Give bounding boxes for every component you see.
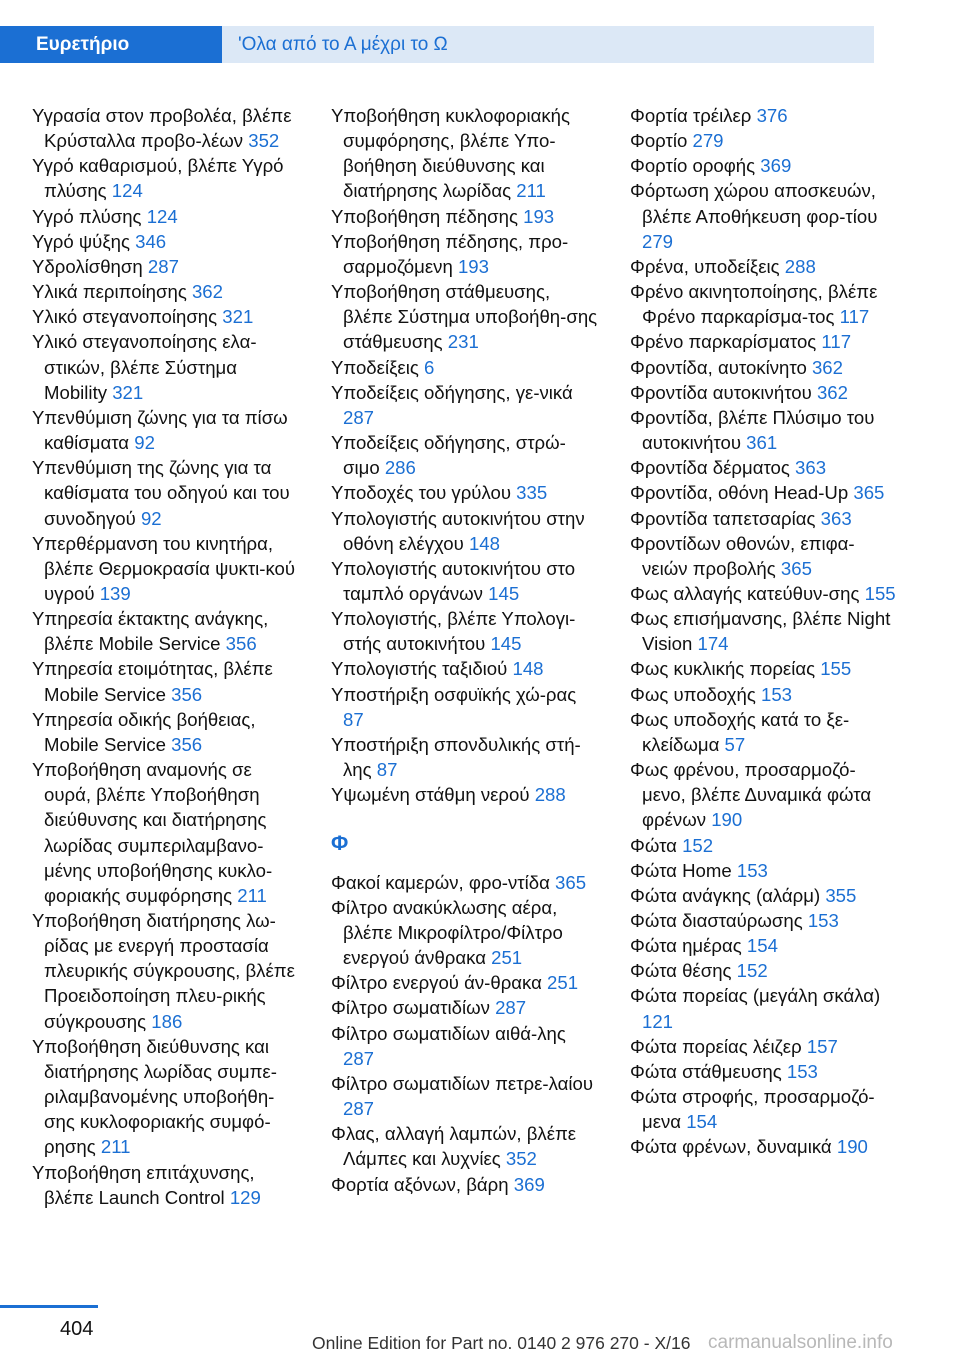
index-entry-text: Φώτα Home: [630, 859, 737, 881]
index-entry: [331, 782, 599, 807]
page-link[interactable]: 321: [222, 306, 254, 328]
page-link[interactable]: 352: [248, 130, 280, 152]
page-link[interactable]: 148: [468, 532, 500, 554]
page-link[interactable]: 211: [516, 180, 546, 202]
page-link[interactable]: 186: [151, 1010, 183, 1032]
page-link[interactable]: 124: [146, 205, 178, 227]
index-entry: [331, 656, 599, 681]
index-column-3: [630, 103, 898, 1160]
index-entry-text: Υπολογιστής αυτοκινήτου στην οθόνη ελέγχου: [331, 507, 585, 554]
index-entry-text: Φώτα στροφής, προσαρμοζό‐μενα: [630, 1086, 875, 1133]
index-entry-text: Φίλτρο ανακύκλωσης αέρα, βλέπε Μικροφίλτρο/Φίλτρο ενεργού άνθρακα: [331, 896, 563, 969]
index-entry-text: Φως επισήμανσης, βλέπε Night Vision: [630, 608, 891, 655]
index-entry-text: Υπολογιστής, βλέπε Υπολογι‐στής αυτοκινήτου: [331, 608, 576, 655]
page-link[interactable]: 346: [135, 230, 167, 252]
index-entry-text: Φροντίδα δέρματος: [630, 457, 796, 479]
index-entry-text: Φως κυκλικής πορείας: [630, 658, 821, 680]
page-link[interactable]: 87: [376, 759, 398, 781]
index-entry: [331, 556, 599, 606]
page-link[interactable]: 153: [736, 859, 768, 881]
index-entry: [630, 254, 898, 279]
page-link[interactable]: 155: [820, 658, 852, 680]
index-entry: [32, 531, 300, 606]
index-entry: [630, 329, 898, 354]
page-link[interactable]: 362: [811, 356, 843, 378]
page-link[interactable]: 362: [191, 281, 223, 303]
page-link[interactable]: 361: [746, 432, 778, 454]
index-entry: [331, 103, 599, 204]
index-entry-text: Φροντίδα ταπετσαρίας: [630, 507, 821, 529]
index-entry-text: Υδρολίσθηση: [32, 255, 148, 277]
index-entry-text: Φίλτρο ενεργού άν‐θρακα: [331, 972, 548, 994]
page-link[interactable]: 190: [836, 1136, 868, 1158]
index-entry-text: Υλικό στεγανοποίησης ελα‐στικών, βλέπε Σύστημα Mobility: [32, 331, 257, 403]
index-entry: [32, 405, 300, 455]
index-entry: [32, 757, 300, 908]
index-entry-text: Υπηρεσία έκτακτης ανάγκης, βλέπε Mobile Service: [32, 608, 269, 655]
page-link[interactable]: 355: [825, 884, 857, 906]
index-entry: [32, 606, 300, 656]
index-entry-text: Υποβοήθηση πέδησης: [331, 205, 524, 227]
index-entry: [630, 153, 898, 178]
index-entry: [32, 329, 300, 404]
index-entry: [630, 606, 898, 656]
page-link[interactable]: 288: [784, 255, 816, 277]
index-entry: [331, 279, 599, 354]
page-link[interactable]: 356: [171, 733, 203, 755]
index-entry-text: Υποβοήθηση πέδησης, προ‐σαρμοζόμενη: [331, 230, 569, 277]
page-link[interactable]: 155: [864, 582, 896, 604]
index-entry: [32, 229, 300, 254]
index-entry-text: Υλικό στεγανοποίησης: [32, 306, 223, 328]
page-link[interactable]: 251: [547, 972, 579, 994]
index-entry-text: Υποβοήθηση κυκλοφοριακής συμφόρησης, βλέπε Υπο‐βοήθηση διεύθυνσης και διατήρησης λωρίδας: [331, 105, 570, 202]
page-link[interactable]: 279: [692, 130, 724, 152]
index-entry-text: Υποδείξεις: [331, 356, 424, 378]
index-entry-text: Υποβοήθηση διατήρησης λω‐ρίδας με ενεργή προστασία πλευρικής σύγκρουσης, βλέπε Προειδοποίηση πλευ‐ρικής σύγκρουσης: [32, 910, 295, 1032]
page-link[interactable]: 279: [642, 230, 674, 252]
index-entry-text: Φως υποδοχής: [630, 683, 761, 705]
index-entry: [630, 455, 898, 480]
index-entry-text: Φώτα στάθμευσης: [630, 1060, 787, 1082]
index-entry: [331, 204, 599, 229]
page-link[interactable]: 154: [686, 1111, 718, 1133]
page-link[interactable]: 231: [447, 331, 479, 353]
index-entry: [331, 682, 599, 732]
page-link[interactable]: 92: [140, 507, 162, 529]
index-entry: [32, 254, 300, 279]
index-entry-text: Υποβοήθηση επιτάχυνσης, βλέπε Launch Control: [32, 1161, 255, 1208]
index-entry-text: Υποστήριξη σπονδυλικής στή‐λης: [331, 733, 581, 781]
index-entry: [630, 908, 898, 933]
index-column-2: [331, 103, 599, 1197]
index-entry-text: Υγρασία στον προβολέα, βλέπε Κρύσταλλα προβο‐λέων: [32, 105, 292, 152]
page-link[interactable]: 153: [786, 1060, 818, 1082]
index-entry: [630, 581, 898, 606]
page-link[interactable]: 365: [555, 871, 587, 893]
page-link[interactable]: 369: [760, 155, 792, 177]
page-link[interactable]: 152: [682, 834, 714, 856]
page-link[interactable]: 153: [760, 683, 793, 705]
page-link[interactable]: 154: [746, 935, 778, 957]
page-link[interactable]: 287: [343, 406, 375, 428]
index-entry-text: Υπενθύμιση ζώνης για τα πίσω καθίσματα: [32, 406, 288, 454]
page-link[interactable]: 117: [821, 331, 852, 353]
header-tabs: [0, 26, 874, 63]
page-link[interactable]: 148: [512, 658, 544, 680]
index-entry: [630, 707, 898, 757]
index-entry-text: Υποβοήθηση αναμονής σε ουρά, βλέπε Υποβοήθηση διεύθυνσης και διατήρησης λωρίδας συμπεριλαμβανο‐μένης υποβοήθησης κυκλο‐φοριακής συμφόρησης: [32, 759, 273, 906]
index-entry: [331, 480, 599, 505]
page-link[interactable]: 57: [724, 733, 746, 755]
index-entry: [630, 405, 898, 455]
index-entry-text: Φως υποδοχής κατά το ξε‐κλείδωμα: [630, 708, 850, 755]
index-entry-text: Φρένο ακινητοποίησης, βλέπε Φρένο παρκαρίσμα‐τος: [630, 281, 878, 328]
index-entry: [331, 970, 599, 995]
page-number: 404: [60, 1318, 94, 1340]
index-entry: [331, 1121, 599, 1171]
index-entry: [331, 1021, 599, 1071]
page-link[interactable]: 211: [100, 1136, 131, 1158]
page-link[interactable]: 6: [423, 356, 435, 378]
index-entry: [630, 355, 898, 380]
index-entry-text: Φίλτρο σωματιδίων πετρε‐λαίου: [331, 1072, 594, 1094]
tab-a-to-z[interactable]: 'Ολα από το Α μέχρι το Ω: [222, 26, 874, 63]
index-entry: [630, 103, 898, 128]
page-link[interactable]: 376: [756, 105, 788, 126]
index-entry-text: Φόρτωση χώρου αποσκευών, βλέπε Αποθήκευση φορ‐τίου: [630, 180, 878, 227]
page-link[interactable]: 174: [697, 633, 729, 655]
page-link[interactable]: 369: [513, 1173, 545, 1195]
index-columns: [0, 103, 960, 1253]
page-link[interactable]: 145: [488, 582, 520, 604]
index-entry: [331, 995, 599, 1020]
index-entry: [32, 153, 300, 203]
page-link[interactable]: 363: [795, 457, 827, 479]
page-link[interactable]: 365: [780, 557, 812, 579]
index-entry-text: Υγρό καθαρισμού, βλέπε Υγρό πλύσης: [32, 155, 284, 202]
index-entry-text: Υγρό ψύξης: [32, 230, 136, 252]
page-link[interactable]: 356: [171, 683, 203, 705]
index-entry-text: Υπενθύμιση της ζώνης για τα καθίσματα του οδηγού και του συνοδηγού: [32, 457, 290, 529]
index-entry-text: Φρένο παρκαρίσματος: [630, 331, 822, 353]
page-link[interactable]: 362: [816, 381, 848, 403]
page-link[interactable]: 152: [736, 960, 768, 982]
index-entry-text: Υποστήριξη οσφυϊκής χώ‐ρας: [331, 683, 577, 705]
index-entry-text: Υπηρεσία οδικής βοήθειας, Mobile Service: [32, 708, 256, 755]
index-entry-text: Φροντίδων οθονών, επιφα‐νειών προβολής: [630, 532, 855, 579]
page-link[interactable]: 363: [820, 507, 852, 529]
page-link[interactable]: 365: [853, 482, 885, 504]
page-link[interactable]: 117: [839, 306, 870, 328]
index-entry: [630, 1134, 898, 1159]
index-entry: [331, 895, 599, 970]
index-entry-text: Φως αλλαγής κατεύθυν‐σης: [630, 582, 865, 604]
index-entry-text: Υπερθέρμανση του κινητήρα, βλέπε Θερμοκρασία ψυκτι‐κού υγρού: [32, 532, 296, 604]
index-entry-text: Υλικά περιποίησης: [32, 281, 192, 303]
page-link[interactable]: 124: [111, 180, 143, 202]
index-entry-text: Φώτα διασταύρωσης: [630, 910, 808, 931]
index-entry-text: Υπολογιστής αυτοκινήτου στο ταμπλό οργάνων: [331, 557, 576, 604]
index-entry: [630, 858, 898, 883]
index-entry: [32, 279, 300, 304]
index-entry-text: Φώτα ημέρας: [630, 935, 747, 957]
index-entry: [331, 229, 599, 279]
page-link[interactable]: 335: [516, 482, 548, 504]
index-entry: [630, 480, 898, 505]
index-entry: [630, 757, 898, 832]
page-link[interactable]: 211: [237, 884, 267, 906]
index-entry: [630, 958, 898, 983]
index-entry-text: Φρένα, υποδείξεις: [630, 255, 785, 277]
index-entry: [331, 606, 599, 656]
index-entry-text: Φορτίο οροφής: [630, 155, 761, 177]
watermark: carmanualsonline.info: [708, 1332, 893, 1353]
index-entry: [331, 506, 599, 556]
page-link[interactable]: 87: [343, 708, 364, 730]
index-entry-text: Υπηρεσία ετοιμότητας, βλέπε Mobile Service: [32, 658, 273, 705]
index-entry-text: Φροντίδα, οθόνη Head-Up: [630, 482, 854, 504]
index-entry-text: Υψωμένη στάθμη νερού: [331, 784, 535, 806]
index-entry-text: Υπολογιστής ταξιδιού: [331, 658, 513, 680]
edition-text: Online Edition for Part no. 0140 2 976 270 - X/16: [312, 1333, 691, 1353]
index-entry: [331, 430, 599, 480]
section-letter: Φ: [331, 832, 349, 856]
index-entry-text: Φώτα πορείας (μεγάλη σκάλα): [630, 985, 881, 1007]
index-entry: [630, 1034, 898, 1059]
page-link[interactable]: 153: [807, 910, 839, 931]
page-link[interactable]: 139: [99, 582, 131, 604]
page-link[interactable]: 286: [384, 457, 416, 479]
page-link[interactable]: 287: [343, 1098, 375, 1120]
index-entry-text: Υγρό πλύσης: [32, 205, 147, 227]
index-entry-text: Υποδείξεις οδήγησης, στρώ‐σιμο: [331, 432, 566, 479]
index-entry-text: Φώτα πορείας λέιζερ: [630, 1035, 807, 1057]
index-entry: [630, 883, 898, 908]
index-entry: [630, 380, 898, 405]
page-link[interactable]: 121: [642, 1010, 674, 1032]
index-column-1: [32, 103, 300, 1210]
index-entry: [630, 1084, 898, 1134]
index-entry: [331, 1172, 599, 1197]
index-entry-text: Φορτίο: [630, 130, 693, 152]
index-entry-text: Φίλτρο σωματιδίων αιθά‐λης: [331, 1022, 566, 1044]
index-entry-text: Φροντίδα, βλέπε Πλύσιμο του αυτοκινήτου: [630, 406, 875, 454]
index-entry-text: Υποδοχές του γρύλου: [331, 482, 517, 504]
index-entry: [630, 178, 898, 253]
index-entry-text: Φώτα: [630, 834, 683, 856]
page-link[interactable]: 287: [495, 997, 527, 1019]
index-entry: [630, 128, 898, 153]
index-entry-text: Φλας, αλλαγή λαμπών, βλέπε Λάμπες και λυχνίες: [331, 1123, 577, 1170]
index-entry-text: Φροντίδα αυτοκινήτου: [630, 381, 817, 403]
page-link[interactable]: 287: [147, 255, 179, 277]
index-entry: [630, 933, 898, 958]
index-entry-text: Φώτα ανάγκης (αλάρμ): [630, 884, 826, 906]
index-entry: [32, 455, 300, 530]
page-link[interactable]: 287: [343, 1047, 375, 1069]
index-entry: [630, 983, 898, 1033]
page-link[interactable]: 190: [711, 809, 743, 831]
index-entry: [331, 1071, 599, 1121]
index-entry-text: Φακοί καμερών, φρο‐ντίδα: [331, 871, 556, 893]
index-entry-text: Φίλτρο σωματιδίων: [331, 997, 496, 1019]
page-link[interactable]: 288: [534, 784, 566, 806]
index-entry: [331, 732, 599, 782]
index-entry: [32, 1160, 300, 1210]
index-entry-text: Φώτα θέσης: [630, 960, 737, 982]
index-entry: [331, 380, 599, 430]
page-link[interactable]: 193: [523, 205, 555, 227]
page-link[interactable]: 321: [112, 381, 144, 403]
index-entry: [32, 1034, 300, 1160]
index-entry: [32, 656, 300, 706]
index-entry: [630, 506, 898, 531]
index-entry: [32, 707, 300, 757]
index-entry: [331, 355, 599, 380]
index-entry-text: Φορτία τρέιλερ: [630, 105, 757, 126]
index-entry: [630, 531, 898, 581]
page-link[interactable]: 193: [457, 255, 489, 277]
index-entry: [630, 279, 898, 329]
tab-index[interactable]: Ευρετήριο: [0, 26, 222, 63]
index-entry-text: Υποδείξεις οδήγησης, γε‐νικά: [331, 381, 573, 403]
page-link[interactable]: 129: [229, 1186, 261, 1208]
page-link[interactable]: 251: [491, 947, 523, 969]
index-entry: [32, 908, 300, 1034]
index-entry-text: Υποβοήθηση διεύθυνσης και διατήρησης λωρίδας συμπε‐ριλαμβανομένης υποβοήθη‐σης κυκλοφοριακής συμφό‐ρησης: [32, 1035, 277, 1158]
index-entry-text: Φως φρένου, προσαρμοζό‐μενο, βλέπε Δυναμικά φώτα φρένων: [630, 759, 872, 831]
footer-rule: [0, 1305, 98, 1308]
index-entry-text: Φορτία αξόνων, βάρη: [331, 1173, 514, 1195]
page-link[interactable]: 145: [490, 633, 522, 655]
page-link[interactable]: 92: [134, 432, 155, 454]
index-entry: [630, 833, 898, 858]
index-entry: [630, 1059, 898, 1084]
index-entry: [331, 870, 599, 895]
page-link[interactable]: 352: [505, 1148, 537, 1170]
index-entry: [630, 682, 898, 707]
index-entry-text: Υποβοήθηση στάθμευσης, βλέπε Σύστημα υποβοήθη‐σης στάθμευσης: [331, 281, 598, 353]
page-link[interactable]: 157: [806, 1035, 838, 1057]
index-entry: [32, 204, 300, 229]
index-entry: [32, 103, 300, 153]
index-entry: [32, 304, 300, 329]
index-entry-text: Φώτα φρένων, δυναμικά: [630, 1136, 837, 1158]
index-entry-text: Φροντίδα, αυτοκίνητο: [630, 356, 812, 378]
index-entry: [630, 656, 898, 681]
page-link[interactable]: 356: [225, 633, 257, 655]
